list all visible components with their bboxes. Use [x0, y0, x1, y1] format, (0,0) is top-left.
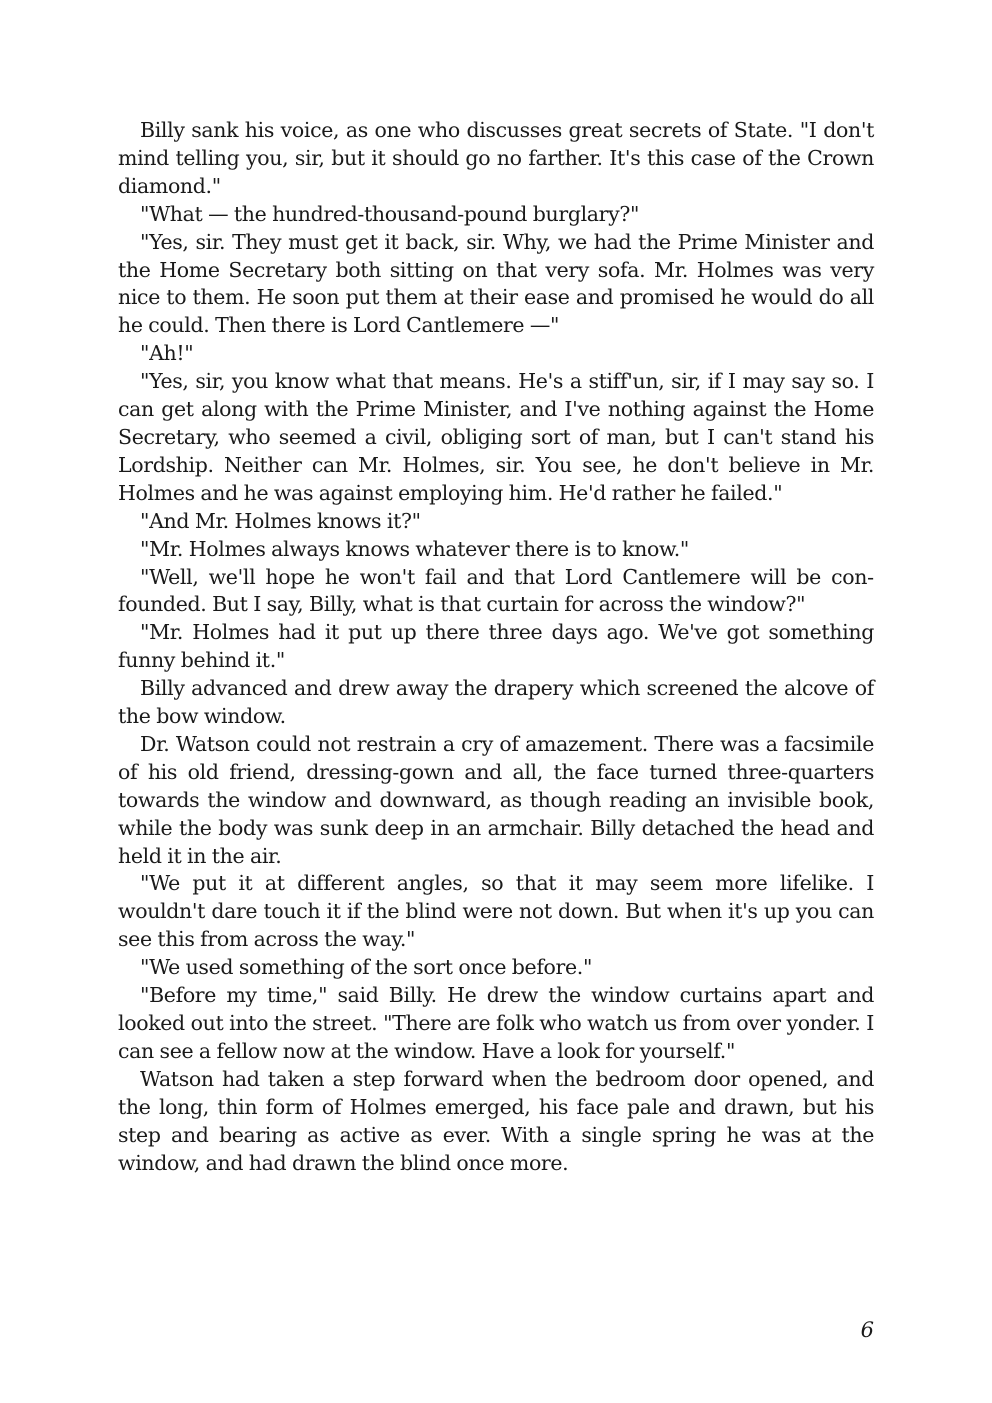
- page-number: 6: [860, 1318, 874, 1342]
- paragraph-8: "Well, we'll hope he won't fail and that Lord Cantlemere will be confounded. But I say, Billy, what is that curtain for across the window?": [118, 564, 874, 617]
- paragraph-3: "Yes, sir. They must get it back, sir. Why, we had the Prime Minister and the Home Secretary both sitting on that very sofa. Mr. Holmes was very nice to them. He soon put them at their ease and promised he would do all he could. Then there is Lord Cantlemere —": [118, 229, 874, 338]
- paragraph-4: "Ah!": [140, 341, 194, 366]
- paragraph-2: "What — the hundred-thousand-pound burglary?": [140, 201, 640, 226]
- paragraph-5: "Yes, sir, you know what that means. He's a stiff'un, sir, if I may say so. I can get along with the Prime Minister, and I've nothing against the Home Secretary, who seemed a civil, obliging sort of man, but I can't stand his Lordship. Neither can Mr. Holmes, sir. You see, he don't believe in Mr. Holmes and he was against employing him. He'd rather he failed.": [118, 369, 874, 505]
- paragraph-7: "Mr. Holmes always knows whatever there is to know.": [140, 536, 690, 561]
- paragraph-15: Watson had taken a step forward when the bedroom door opened, and the long, thin form of Holmes emerged, his face pale and drawn, but his step and bearing as active as ever. With a single spring he was at the window, and had drawn the blind once more.: [118, 1066, 874, 1175]
- paragraph-10: Billy advanced and drew away the drapery which screened the alcove of the bow window.: [118, 676, 874, 729]
- paragraph-11: Dr. Watson could not restrain a cry of amazement. There was a facsimile of his old friend, dressing-gown and all, the face turned three-quarters towards the window and downward, as though reading an invisible book, while the body was sunk deep in an armchair. Billy detached the head and held it in the air.: [118, 731, 874, 868]
- paragraph-1: Billy sank his voice, as one who discusses great secrets of State. "I don't mind telling you, sir, but it should go no farther. It's this case of the Crown diamond.": [118, 118, 874, 198]
- body-text: [118, 117, 874, 1177]
- paragraph-13: "We used something of the sort once before.": [140, 955, 593, 980]
- paragraph-14: "Before my time," said Billy. He drew the window curtains apart and looked out into the street. "There are folk who watch us from over yonder. I can see a fellow now at the window. Have a look for yourself.": [118, 983, 874, 1063]
- paragraph-6: "And Mr. Holmes knows it?": [140, 508, 421, 533]
- paragraph-12: "We put it at different angles, so that it may seem more lifelike. I wouldn't dare touch it if the blind were not down. But when it's up you can see this from across the way.": [118, 871, 874, 952]
- paragraph-9: "Mr. Holmes had it put up there three days ago. We've got something funny behind it.": [118, 620, 874, 673]
